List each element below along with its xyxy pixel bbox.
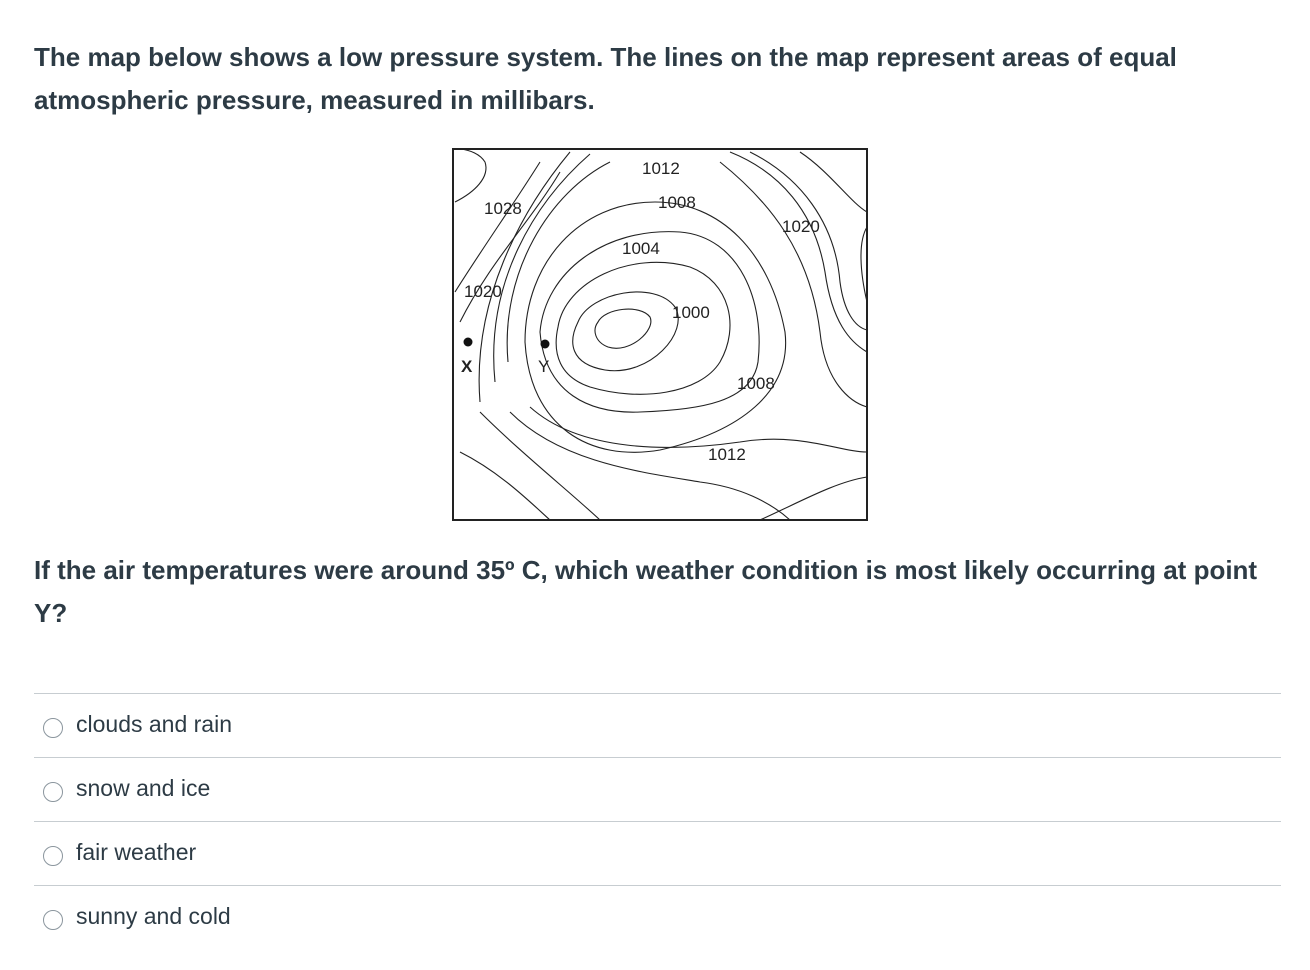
question-text: If the air temperatures were around 35º C, which weather condition is most likely occurring at point Y?	[34, 555, 1258, 628]
point-y-label: Y	[538, 357, 550, 376]
isobar-outer-12	[750, 152, 867, 330]
answer-option[interactable]	[34, 885, 1281, 949]
question-intro: The map below shows a low pressure system. The lines on the map represent areas of equal atmospheric pressure, measured in millibars.	[34, 42, 1177, 115]
radio-button[interactable]	[43, 782, 63, 802]
isobar-1000	[573, 292, 678, 371]
isobar-label: 1008	[658, 193, 696, 212]
isobar-center	[595, 309, 651, 348]
isobar-1008	[540, 232, 759, 413]
isobar-outer-7	[460, 452, 550, 520]
isobar-label: 1020	[464, 282, 502, 301]
isobar-outer-9	[510, 412, 790, 520]
radio-button[interactable]	[43, 846, 63, 866]
isobar-label: 1020	[782, 217, 820, 236]
answer-label: sunny and cold	[76, 903, 231, 929]
isobar-outer-10	[530, 407, 867, 452]
answer-option[interactable]	[34, 757, 1281, 821]
isobar-label: 1008	[737, 374, 775, 393]
pressure-map-svg	[440, 132, 880, 527]
isobar-outer-13	[800, 152, 867, 212]
isobar-outer-5	[455, 162, 540, 292]
point-x-dot	[464, 338, 473, 347]
isobar-label: 1012	[708, 445, 746, 464]
point-y-dot	[541, 340, 550, 349]
isobar-label: 1000	[672, 303, 710, 322]
isobar-1004	[556, 262, 730, 394]
isobar-outer-8	[480, 412, 600, 520]
isobar-label: 1028	[484, 199, 522, 218]
radio-button[interactable]	[43, 910, 63, 930]
answer-label: fair weather	[76, 839, 197, 865]
answer-label: clouds and rain	[76, 711, 232, 737]
isobar-outer-16	[760, 477, 867, 520]
answer-list	[34, 693, 1281, 949]
isobar-outer-3	[479, 152, 570, 402]
isobar-label: 1012	[642, 159, 680, 178]
isobar-outer-6	[455, 149, 486, 202]
isobar-label: 1004	[622, 239, 660, 258]
point-x-label: X	[461, 357, 473, 376]
answer-option[interactable]	[34, 693, 1281, 757]
answer-label: snow and ice	[76, 775, 211, 801]
isobar-outer-11	[730, 152, 867, 352]
pressure-map	[440, 132, 880, 527]
radio-button[interactable]	[43, 718, 63, 738]
answer-option[interactable]	[34, 821, 1281, 885]
